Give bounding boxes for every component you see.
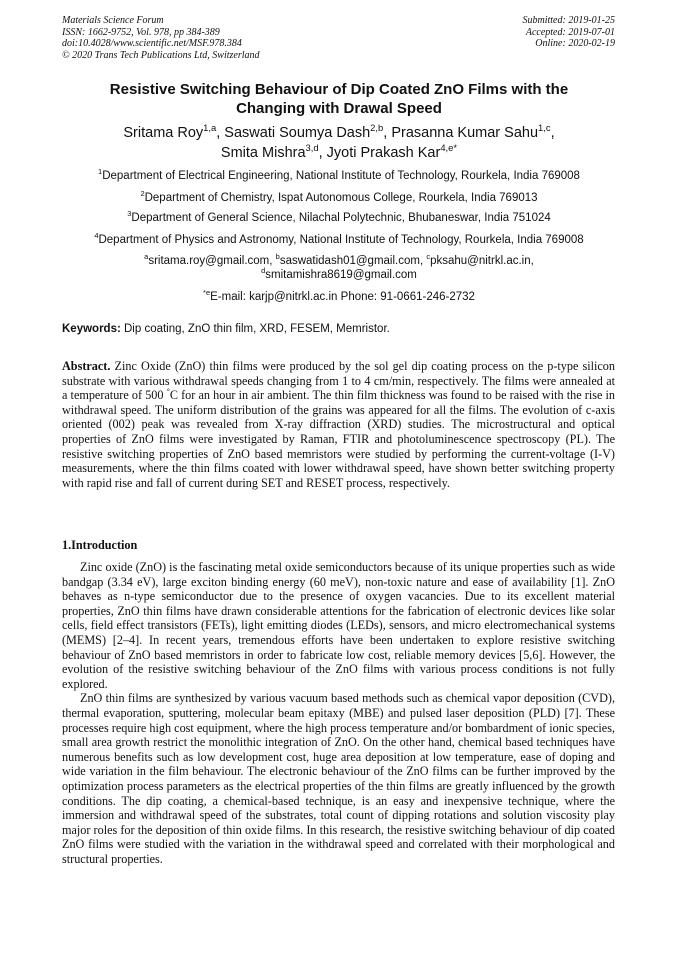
affiliation [40,191,638,205]
email-b: saswatidash01@gmail.com, [279,255,427,267]
journal-header [62,15,260,61]
affiliation-mark: 4 [94,231,99,241]
keywords [62,323,618,335]
author-name: Smita Mishra [220,145,306,161]
abstract-label: Abstract. [62,359,111,373]
doi-line: doi:10.4028/www.scientific.net/MSF.978.384 [62,38,242,49]
title-line: Resistive Switching Behaviour of Dip Coated ZnO Films with the [109,81,569,98]
copyright-line: © 2020 Trans Tech Publications Ltd, Switzerland [62,49,260,61]
affiliation-mark: 1 [98,167,103,177]
contact-text: E-mail: karjp@nitrkl.ac.in Phone: 91-0661-246-2732 [210,291,475,303]
author-separator: , [216,125,225,141]
author-affiliation-mark: 4,e* [440,142,458,154]
email-d: smitamishra8619@gmail.com [265,269,417,281]
author-name: Prasanna Kumar Sahu [391,125,539,141]
affiliation [40,211,638,225]
author-line [40,143,638,163]
journal-name: Materials Science Forum [62,15,164,26]
abstract-text: C for an hour in air ambient. The thin film thickness was found to be raised with the rise in withdrawal speed. The uniform distribution of the grains was appeared for all the films. The evolution of c-axis oriented (002) peak was revealed from X-ray diffraction (XRD) studies. The microstructural and optical properties of ZnO films were investigated by Raman, FTIR and photoluminescence spectroscopy (PL). The resistive switching properties of ZnO based memristors were studied by performing the current-voltage (I-V) measurements, where the thin films coated with lower withdrawal speed, have shown better switching property with rapid rise and fall of current during SET and RESET process, respectively. [62,388,616,490]
abstract-text: Zinc Oxide (ZnO) thin films were produced by the sol gel dip coating process on the p-type silicon substrate with various withdrawal speeds changing from 1 to 4 cm/min, respectively. The films were annealed at a temperature of 500 [62,359,615,403]
paragraph: ZnO thin films are synthesized by various vacuum based methods such as chemical vapor deposition (CVD), thermal evaporation, sputtering, molecular beam epitaxy (MBE) and pulsed laser deposition (PLD) [7]. These processes require high cost equipment, where the high process temperature and/or bombardment of ionic species, small area growth restrict the monolithic integration of ZnO. On the other hand, chemical based techniques have numerous benefits such as low development cost, huge area deposition at low temperature, ease of doping and wide variation in the film behaviour. The electronic behaviour of the ZnO films can be further improved by the optimization process parameters as the electrical properties of the thin films are greatly influenced by the growth conditions. The dip coating, a chemical-based technique, is an easy and inexpensive technique, where the immersion and withdrawal speed of the substrates, total count of dipping rotations and solution viscosity play major roles for the deposition of thin oxide films. In this research, the resistive switching behaviour of dip coated ZnO films were studied with the variation in the withdrawal speed and correlated with their morphological and structural properties. [62,691,615,866]
affiliation-mark: 2 [140,189,145,199]
author-line [40,123,638,143]
author-name: Sritama Roy [123,125,204,141]
email-list [40,254,638,282]
affiliation-mark: 3 [127,209,132,219]
introduction-body [62,560,615,866]
paragraph: Zinc oxide (ZnO) is the fascinating metal oxide semiconductors because of its unique properties such as wide bandgap (3.34 eV), large exciton binding energy (60 meV), non-toxic nature and ease of availability [1]. ZnO behaves as n-type semiconductor due to the presence of oxygen vacancies. Due to its excellent material properties, ZnO thin films have drawn considerable attentions for the fabrication of electronic devices like solar cells, field effect transistors (FETs), light emitting diodes (LEDs), sensors, and micro electromechanical systems (MEMS) [2–4]. In recent years, tremendous efforts have been undertaken to explore resistive switching behaviour of ZnO based memristors in order to fabricate low cost, reliable memory devices [5,6]. However, the evolution of the resistive switching behaviour of the ZnO films with various process conditions is not fully explored. [62,560,615,691]
accepted-date: Accepted: 2019-07-01 [525,26,615,38]
section-heading: 1.Introduction [62,538,138,552]
affiliation-text: Department of General Science, Nilachal Polytechnic, Bhubaneswar, India 751024 [131,212,551,224]
author-separator: , [383,125,392,141]
email-line: $^d$smitamishra8619@gmail.com [261,266,417,281]
title-line: Changing with Drawal Speed [236,100,442,117]
author-affiliation-mark: 1,c [538,122,551,134]
keywords-label: Keywords: [62,323,121,335]
author-list [40,123,638,163]
online-date: Online: 2020-02-19 [535,38,615,49]
author-name: Saswati Soumya Dash [224,125,371,141]
degree-mark: ° [166,387,170,397]
keywords-text: Dip coating, ZnO thin film, XRD, FESEM, Memristor. [120,323,390,335]
issn-line: ISSN: 1662-9752, Vol. 978, pp 384-389 [62,26,220,38]
submitted-date: Submitted: 2019-01-25 [522,15,615,26]
author-affiliation-mark: 3,d [305,142,319,154]
email-a: sritama.roy@gmail.com, [148,255,276,267]
email-line: $^a$sritama.roy@gmail.com, $^b$saswatidash01@gmail.com, $^c$pksahu@nitrkl.ac.in, [144,252,534,267]
author-name: Jyoti Prakash Kar [326,145,441,161]
corresponding-contact [40,290,638,304]
paper-title [40,80,638,118]
affiliation-text: Department of Chemistry, Ispat Autonomous College, Rourkela, India 769013 [144,192,538,204]
dates-header [523,15,616,50]
affiliation-text: Department of Electrical Engineering, National Institute of Technology, Rourkela, India 769008 [102,170,580,182]
author-affiliation-mark: 2,b [370,122,384,134]
affiliation [40,233,638,247]
affiliation [40,169,638,183]
affiliation-text: Department of Physics and Astronomy, National Institute of Technology, Rourkela, India 769008 [98,234,584,246]
author-separator: , [550,125,555,141]
contact-mark: *e [203,288,211,298]
author-separator: , [318,145,327,161]
abstract [62,359,615,490]
email-c: pksahu@nitrkl.ac.in, [430,255,534,267]
author-affiliation-mark: 1,a [203,122,217,134]
